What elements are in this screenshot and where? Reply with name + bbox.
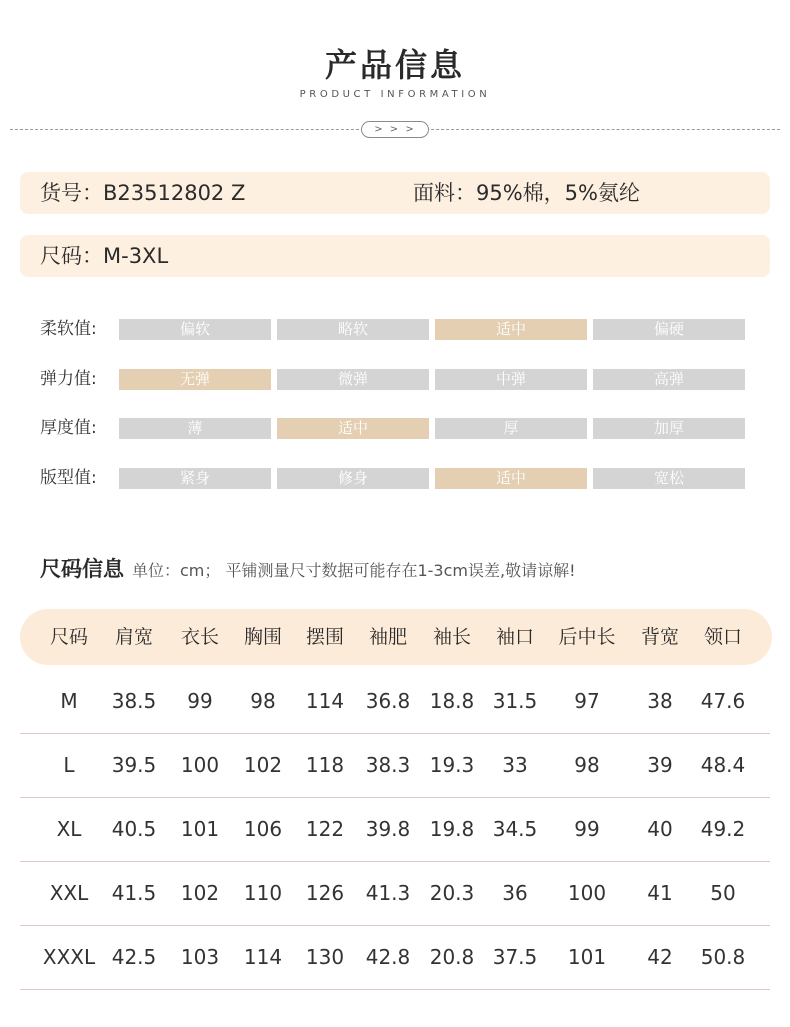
table-header-cell: 摆围 [305, 626, 344, 648]
table-cell: XL [56, 817, 82, 841]
info-bar-sizes [20, 235, 770, 277]
table-cell: 34.5 [492, 817, 538, 841]
table-cell: 42.8 [365, 945, 411, 969]
table-header-cell: 尺码 [49, 626, 88, 648]
attribute-option-selected: 适中 [435, 468, 587, 489]
size-table-header [20, 609, 772, 665]
attribute-option-selected: 无弹 [119, 369, 271, 390]
attribute-option: 微弹 [277, 369, 429, 390]
table-header-cell: 衣长 [180, 626, 219, 648]
attribute-option: 偏软 [119, 319, 271, 340]
page-subtitle: PRODUCT INFORMATION [299, 89, 491, 100]
table-row [20, 862, 770, 926]
attribute-label: 弹力值: [40, 369, 97, 389]
table-row [20, 734, 770, 798]
table-header-cell: 袖长 [432, 626, 471, 648]
table-cell: 122 [305, 817, 345, 841]
fabric-composition: 面料：95%棉，5%氨纶 [413, 181, 640, 205]
table-row [20, 926, 770, 990]
attribute-option: 宽松 [593, 468, 745, 489]
table-cell: 20.8 [429, 945, 475, 969]
table-cell: 98 [574, 753, 600, 777]
table-cell: 38.3 [365, 753, 411, 777]
row-separator [20, 989, 770, 990]
table-cell: 33 [502, 753, 528, 777]
table-cell: 102 [243, 753, 283, 777]
table-cell: 98 [250, 689, 276, 713]
table-header-cell: 袖肥 [368, 626, 407, 648]
size-range: 尺码：M-3XL [40, 244, 169, 268]
table-cell: 19.8 [429, 817, 475, 841]
table-cell: 39 [647, 753, 673, 777]
attribute-option-selected: 适中 [277, 418, 429, 439]
table-header-cell: 袖口 [495, 626, 534, 648]
table-cell: 41 [647, 881, 673, 905]
table-header-cell: 胸围 [243, 626, 282, 648]
item-number: 货号：B23512802 Z [40, 181, 246, 205]
table-cell: 41.5 [111, 881, 157, 905]
table-cell: 38 [647, 689, 673, 713]
table-cell: 18.8 [429, 689, 475, 713]
attribute-option: 薄 [119, 418, 271, 439]
table-row [20, 670, 770, 734]
table-header-cell: 领口 [703, 626, 742, 648]
table-cell: 37.5 [492, 945, 538, 969]
table-cell: 103 [180, 945, 220, 969]
table-cell: 100 [180, 753, 220, 777]
table-cell: 114 [243, 945, 283, 969]
table-cell: 97 [574, 689, 600, 713]
attribute-label: 柔软值: [40, 319, 97, 339]
table-cell: 48.4 [700, 753, 746, 777]
attribute-option: 中弹 [435, 369, 587, 390]
attribute-option-selected: 适中 [435, 319, 587, 340]
table-cell: 42 [647, 945, 673, 969]
table-cell: 41.3 [365, 881, 411, 905]
table-cell: XXL [49, 881, 89, 905]
attribute-option: 略软 [277, 319, 429, 340]
attribute-option: 加厚 [593, 418, 745, 439]
table-cell: 20.3 [429, 881, 475, 905]
page-title: 产品信息 [324, 46, 465, 84]
table-header-cell: 肩宽 [114, 626, 153, 648]
table-cell: 101 [567, 945, 607, 969]
attribute-option: 厚 [435, 418, 587, 439]
table-cell: 101 [180, 817, 220, 841]
table-cell: 38.5 [111, 689, 157, 713]
table-header-cell: 背宽 [640, 626, 679, 648]
table-cell: 49.2 [700, 817, 746, 841]
attribute-option: 修身 [277, 468, 429, 489]
attribute-option: 紧身 [119, 468, 271, 489]
table-cell: 100 [567, 881, 607, 905]
table-row [20, 798, 770, 862]
attribute-label: 厚度值: [40, 418, 97, 438]
size-info-note: 单位：cm； 平铺测量尺寸数据可能存在1-3cm误差,敬请谅解! [132, 561, 576, 580]
table-cell: 130 [305, 945, 345, 969]
table-cell: 99 [187, 689, 213, 713]
table-cell: 110 [243, 881, 283, 905]
attribute-option: 偏硬 [593, 319, 745, 340]
table-cell: 99 [574, 817, 600, 841]
table-cell: 114 [305, 689, 345, 713]
table-cell: 39.5 [111, 753, 157, 777]
info-bar-item-fabric [20, 172, 770, 214]
table-cell: 118 [305, 753, 345, 777]
table-cell: 42.5 [111, 945, 157, 969]
size-info-heading [40, 553, 576, 583]
table-cell: 40 [647, 817, 673, 841]
table-cell: 50.8 [700, 945, 746, 969]
table-cell: 106 [243, 817, 283, 841]
table-cell: 40.5 [111, 817, 157, 841]
table-cell: L [63, 753, 75, 777]
size-info-title: 尺码信息 [40, 557, 124, 581]
table-cell: 102 [180, 881, 220, 905]
table-cell: 31.5 [492, 689, 538, 713]
attribute-option: 高弹 [593, 369, 745, 390]
table-cell: 126 [305, 881, 345, 905]
table-cell: 39.8 [365, 817, 411, 841]
table-header-cell: 后中长 [558, 626, 616, 648]
table-cell: 50 [710, 881, 736, 905]
divider-badge: > > > [361, 121, 429, 138]
attribute-label: 版型值: [40, 468, 97, 488]
table-cell: 19.3 [429, 753, 475, 777]
table-cell: 47.6 [700, 689, 746, 713]
table-cell: M [60, 689, 78, 713]
table-cell: 36.8 [365, 689, 411, 713]
table-cell: 36 [502, 881, 528, 905]
table-cell: XXXL [42, 945, 96, 969]
